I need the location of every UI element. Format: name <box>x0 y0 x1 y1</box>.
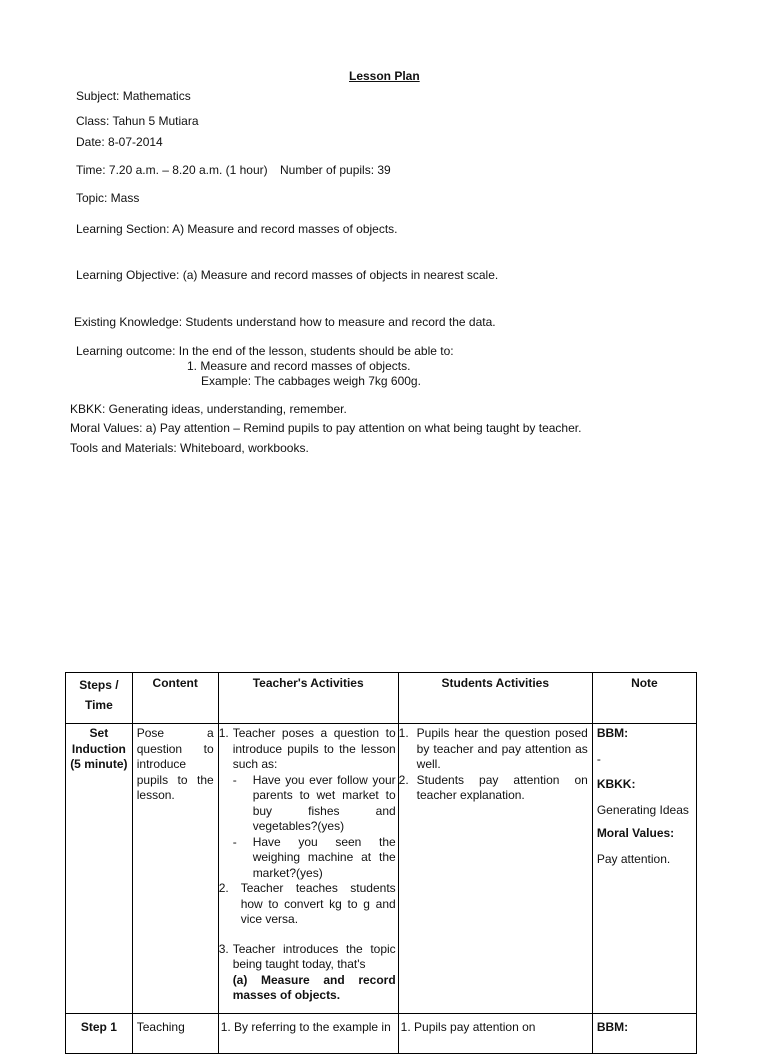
kbkk-line: KBKK: Generating ideas, understanding, remember. <box>70 402 347 416</box>
header-teacher: Teacher's Activities <box>218 673 398 724</box>
outcome-example: Example: The cabbages weigh 7kg 600g. <box>201 374 421 388</box>
page-title: Lesson Plan <box>349 69 420 83</box>
learning-outcome: Learning outcome: In the end of the lesson, students should be able to: <box>76 344 454 358</box>
note-cell: BBM: - KBKK: Generating Ideas Moral Values: Pay attention. <box>592 724 696 1014</box>
header-students: Students Activities <box>398 673 592 724</box>
content-cell: Pose a question to introduce pupils to the lesson. <box>132 724 218 1014</box>
students-activities-cell: 1. Pupils pay attention on <box>398 1014 592 1054</box>
header-steps: Steps / Time <box>66 673 133 724</box>
students-activities-cell: 1. Pupils hear the question posed by teacher and pay attention as well. 2. Students pay attention on teacher explanation. <box>398 724 592 1014</box>
existing-knowledge: Existing Knowledge: Students understand how to measure and record the data. <box>74 315 496 329</box>
table-row <box>66 724 697 1014</box>
content-cell: Teaching <box>132 1014 218 1054</box>
learning-objective: Learning Objective: (a) Measure and record masses of objects in nearest scale. <box>76 268 499 282</box>
topic-line: Topic: Mass <box>76 191 140 205</box>
step-cell: Step 1 <box>66 1014 133 1054</box>
note-cell: BBM: <box>592 1014 696 1054</box>
table-row <box>66 1014 697 1054</box>
teacher-activities-cell: 1. By referring to the example in <box>218 1014 398 1054</box>
subject-line: Subject: Mathematics <box>76 89 191 103</box>
class-line: Class: Tahun 5 Mutiara <box>76 114 199 128</box>
outcome-item: 1. Measure and record masses of objects. <box>187 359 411 373</box>
header-note: Note <box>592 673 696 724</box>
step-cell: Set Induction (5 minute) <box>66 724 133 1014</box>
time-line: Time: 7.20 a.m. – 8.20 a.m. (1 hour) <box>76 163 268 177</box>
header-content: Content <box>132 673 218 724</box>
moral-values-line: Moral Values: a) Pay attention – Remind pupils to pay attention on what being taught by teacher. <box>70 421 582 435</box>
table-header-row <box>66 673 697 724</box>
lesson-table <box>65 672 697 1054</box>
teacher-activities-cell: 1. Teacher poses a question to introduce pupils to the lesson such as: - Have you ever follow your parents to wet market to buy fishes and vegetables?(yes) - Have you seen the weighing machine at the market?(yes) 2. Teacher teaches students how to convert kg to g and vice versa. 3. Teacher introduces the topic being taught today, that's (a) Measure and record masses of objects. <box>218 724 398 1014</box>
tools-line: Tools and Materials: Whiteboard, workbooks. <box>70 441 309 455</box>
date-line: Date: 8-07-2014 <box>76 135 163 149</box>
learning-section: Learning Section: A) Measure and record masses of objects. <box>76 222 398 236</box>
pupils-count: Number of pupils: 39 <box>280 163 391 177</box>
